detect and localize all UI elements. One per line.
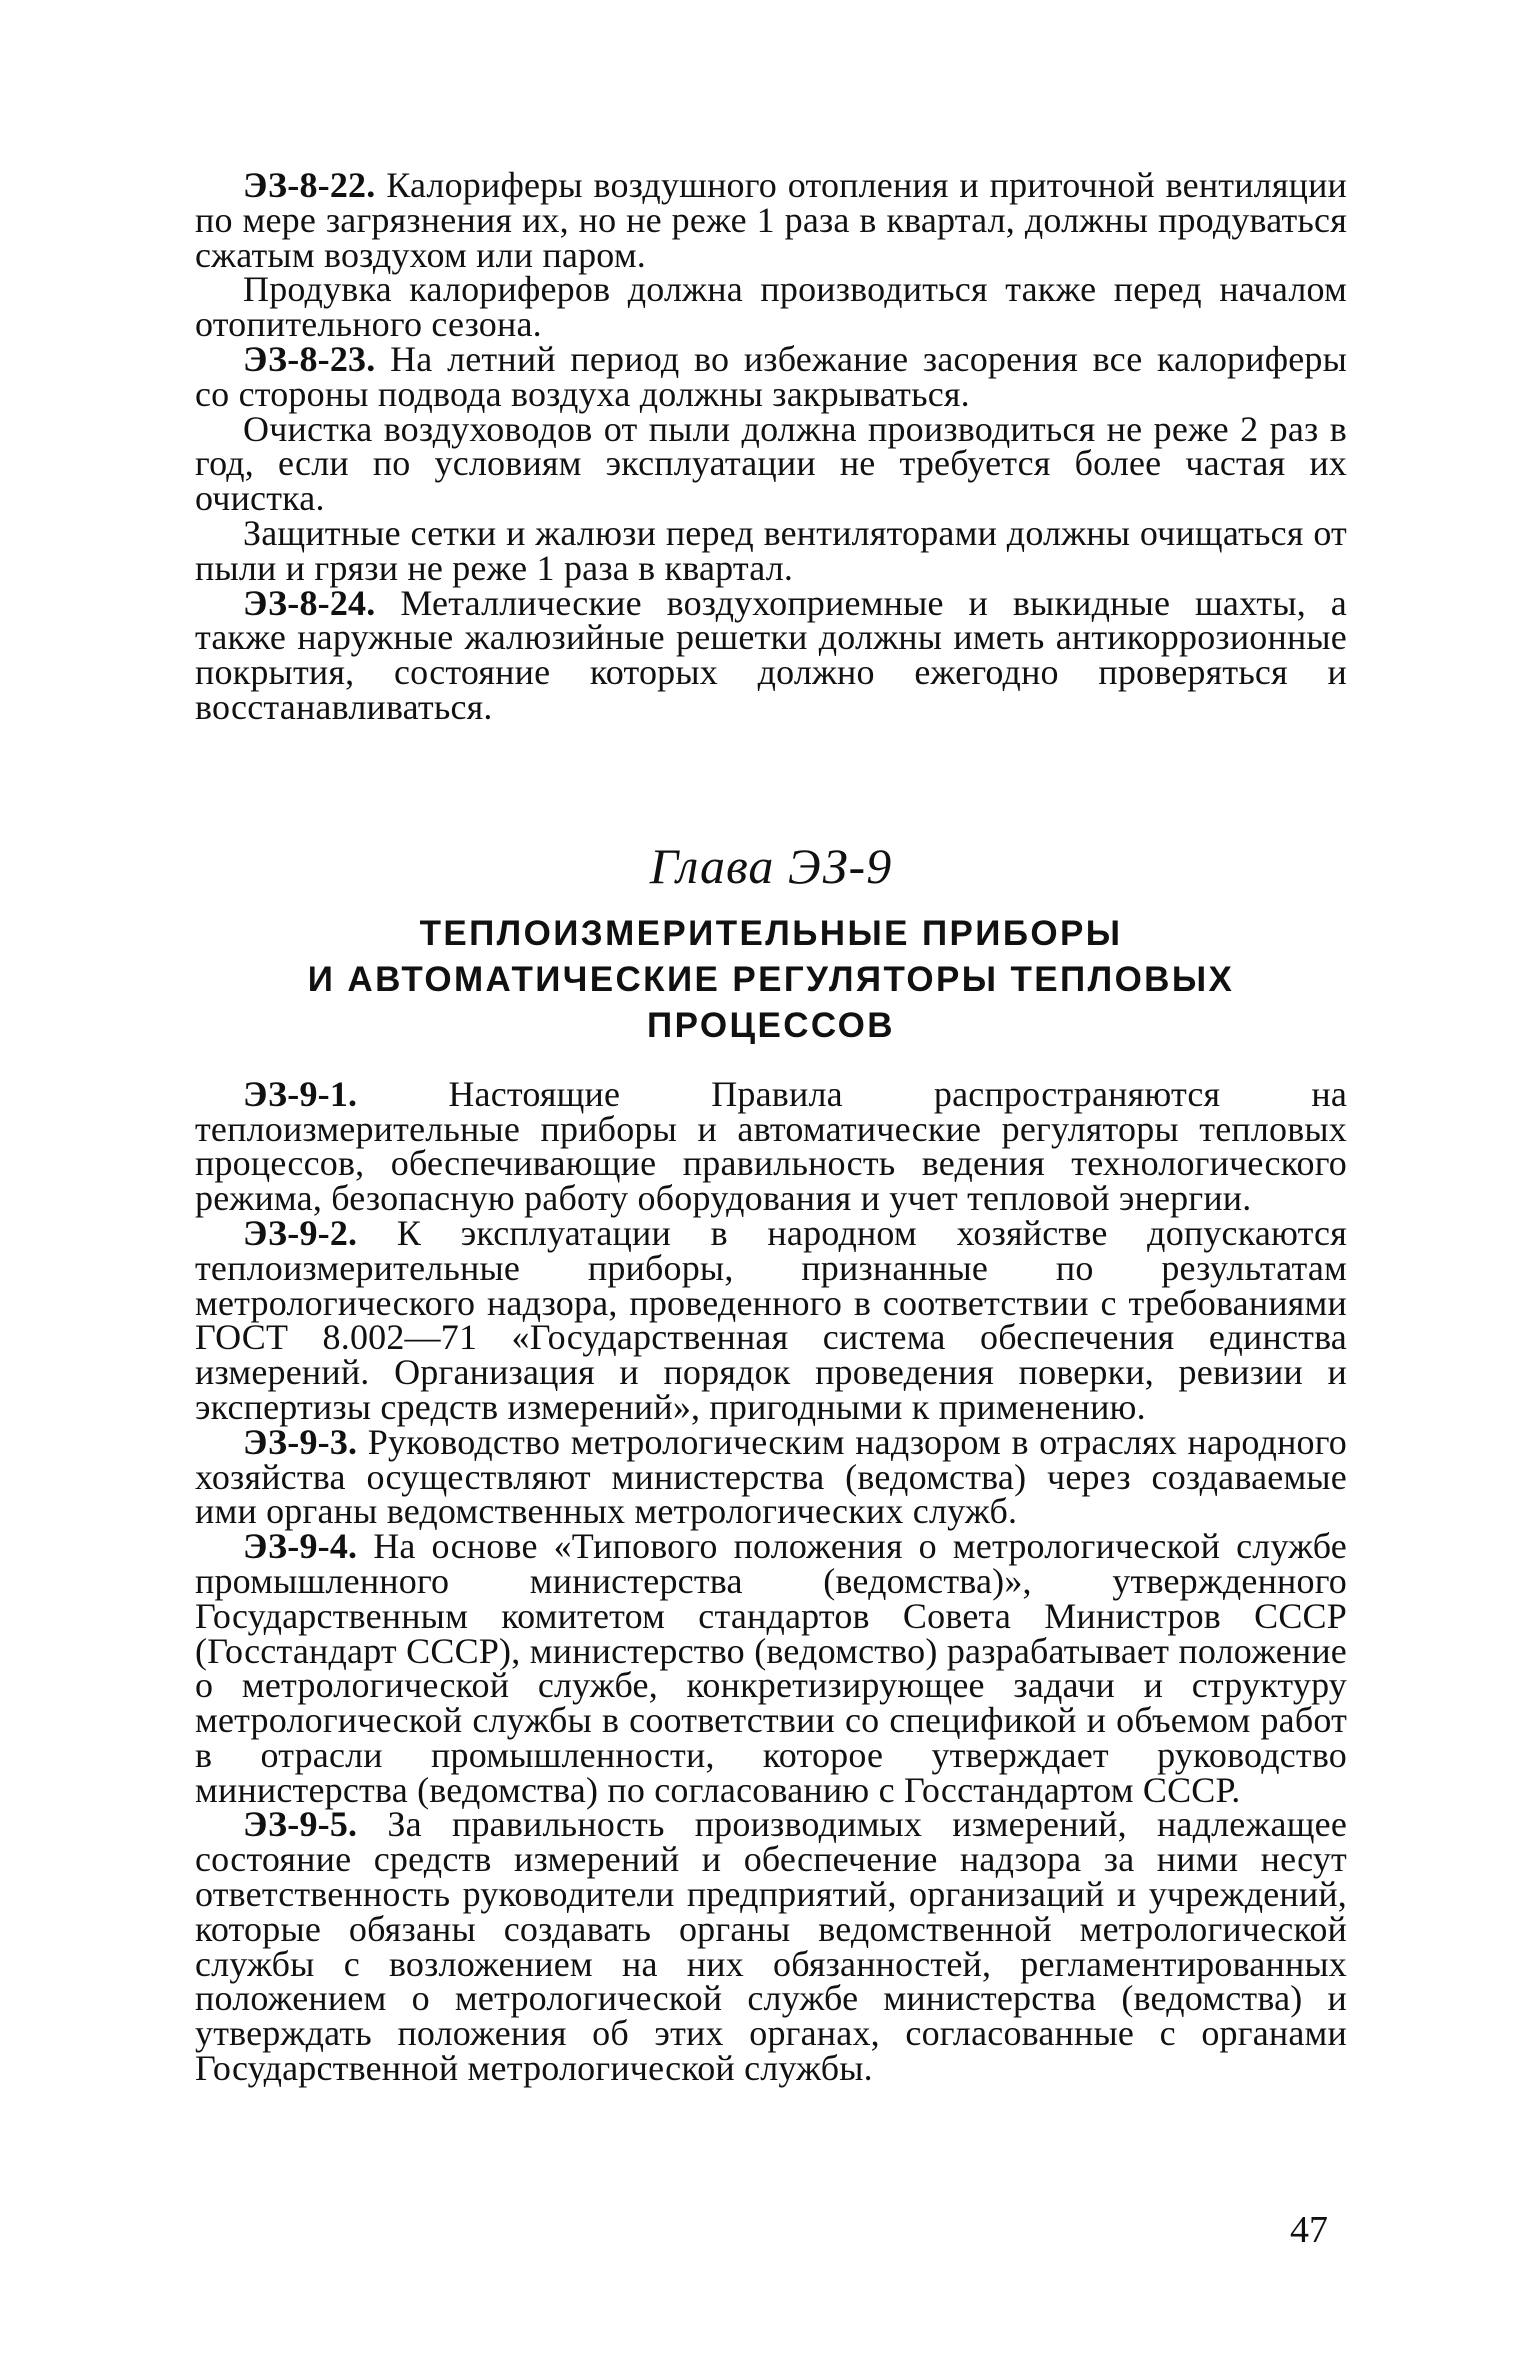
paragraph-protective-grids — [195, 512, 1347, 588]
clause-text: За правильность производимых измерений, надлежащее состояние средств измерений и обеспечение надзора за ними несут ответственность руководители предприятий, организаций и учреждений, которые обязаны создавать органы ведомственной метрологической службы с возложением на них обязанностей, регламентированных положением о метрологической службе министерства (ведомства) и утверждать положения об этих органах, согласованные с органами Государственной метрологической службы. — [195, 1804, 1348, 2089]
clause-number: ЭЗ-9-5. — [243, 1804, 358, 1845]
paragraph-e3-8-23 — [195, 338, 1347, 414]
section-e3-8-continuation — [195, 165, 1348, 727]
paragraph-e3-8-24 — [195, 582, 1347, 727]
clause-number: ЭЗ-9-3. — [243, 1421, 358, 1462]
chapter-spacer — [195, 725, 1347, 837]
clause-number: ЭЗ-9-4. — [243, 1526, 358, 1567]
paragraph-duct-cleaning — [195, 408, 1347, 519]
clause-text: Защитные сетки и жалюзи перед вентиляторами должны очищаться от пыли и грязи не реже 1 раза в квартал. — [195, 512, 1347, 588]
chapter-title-line-2: И АВТОМАТИЧЕСКИЕ РЕГУЛЯТОРЫ ТЕПЛОВЫХ — [307, 959, 1235, 999]
clause-text: Очистка воздуховодов от пыли должна производиться не реже 2 раз в год, если по условиям эксплуатации не требуется более частая их очистка. — [195, 408, 1347, 519]
chapter-body-spacer — [195, 1049, 1347, 1077]
paragraph-e3-8-22 — [195, 165, 1348, 275]
clause-text: Настоящие Правила распространяются на теплоизмерительные приборы и автоматические регуляторы тепловых процессов, обеспечивающие правильность ведения технологического режима, безопасную работу оборудования и учет тепловой энергии. — [195, 1073, 1347, 1219]
chapter-heading — [195, 837, 1347, 1049]
page-number: 47 — [1290, 2209, 1328, 2251]
clause-number: ЭЗ-8-24. — [243, 582, 376, 623]
clause-number: ЭЗ-8-22. — [243, 165, 376, 205]
clause-text: Руководство метрологическим надзором в отраслях народного хозяйства осуществляют министерства (ведомства) через создаваемые ими органы ведомственных метрологических служб. — [195, 1421, 1348, 1532]
clause-text: На летний период во избежание засорения все калориферы со стороны подвода воздуха должны закрываться. — [195, 338, 1347, 414]
clause-text: Продувка калориферов должна производиться также перед началом отопительного сезона. — [195, 269, 1347, 345]
chapter-title-line-3: ПРОЦЕССОВ — [647, 1005, 895, 1045]
paragraph-e3-9-4 — [195, 1526, 1347, 1810]
clause-text: На основе «Типового положения о метрологической службе промышленного министерства (ведомства)», утвержденного Государственным комитетом стандартов Совета Министров СССР (Госстандарт СССР), министерство (ведомство) разрабатывает положение о метрологической службе, конкретизирующее задачи и структуру метрологической службы в соответствии со спецификой и объемом работ в отрасли промышленности, которое утверждает руководство министерства (ведомства) по согласованию с Госстандартом СССР. — [195, 1526, 1347, 1810]
paragraph-e3-9-2 — [195, 1212, 1347, 1427]
document-page — [195, 165, 1348, 2089]
clause-number: ЭЗ-8-23. — [243, 338, 376, 379]
clause-number: ЭЗ-9-1. — [243, 1073, 358, 1114]
paragraph-blowing-before-season — [195, 269, 1347, 345]
clause-text: Металлические воздухоприемные и выкидные шахты, а также наружные жалюзийные решетки должны иметь антикоррозионные покрытия, состояние которых должно ежегодно проверяться и восстанавливаться. — [195, 582, 1347, 727]
section-e3-9 — [195, 1073, 1348, 2089]
paragraph-e3-9-3 — [195, 1421, 1348, 1532]
chapter-title-line-1: ТЕПЛОИЗМЕРИТЕЛЬНЫЕ ПРИБОРЫ — [419, 913, 1123, 953]
clause-text: Калориферы воздушного отопления и приточной вентиляции по мере загрязнения их, но не реже 1 раза в квартал, должны продуваться сжатым воздухом или паром. — [195, 165, 1348, 275]
chapter-label: Глава ЭЗ-9 — [649, 837, 893, 894]
paragraph-e3-9-1 — [195, 1073, 1347, 1219]
clause-number: ЭЗ-9-2. — [243, 1212, 358, 1253]
clause-text: К эксплуатации в народном хозяйстве допускаются теплоизмерительные приборы, признанные по результатам метрологического надзора, проведенного в соответствии с требованиями ГОСТ 8.002—71 «Государственная система обеспечения единства измерений. Организация и порядок проведения поверки, ревизии и экспертизы средств измерений», пригодными к применению. — [195, 1212, 1347, 1427]
paragraph-e3-9-5 — [195, 1804, 1348, 2089]
